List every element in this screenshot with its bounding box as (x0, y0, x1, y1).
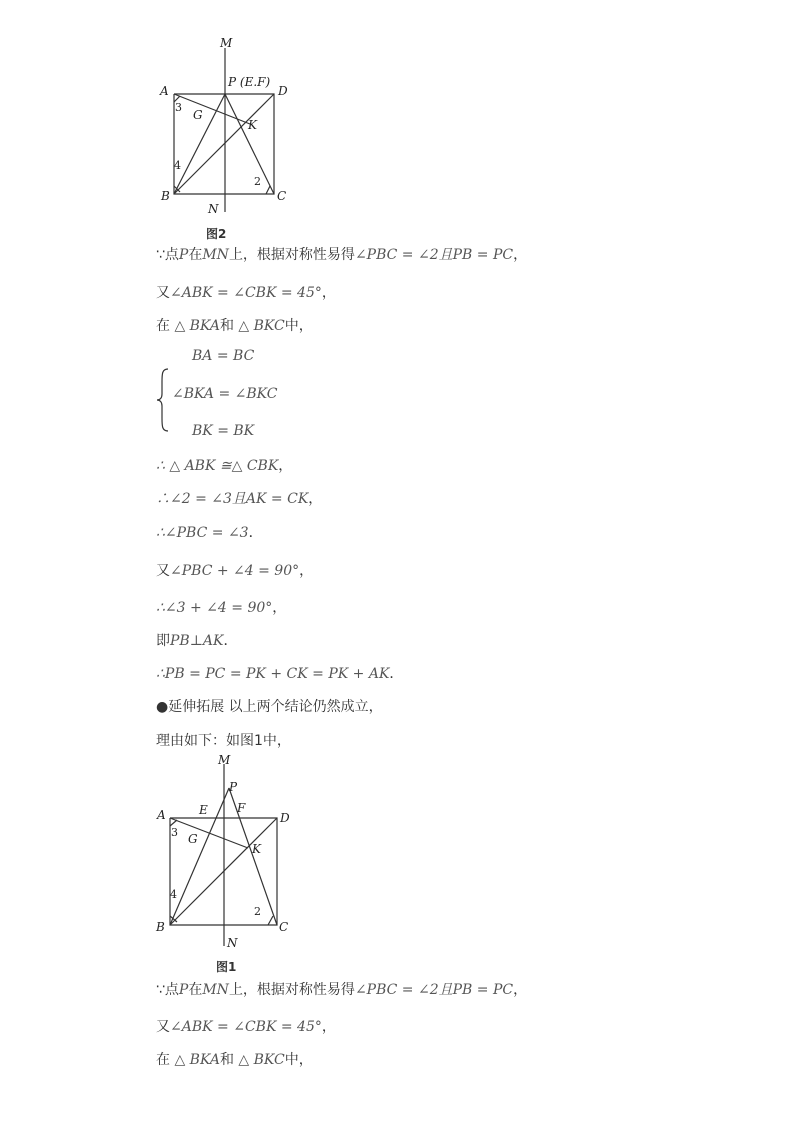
label-f: F (237, 801, 246, 815)
angle-label-2: 2 (254, 175, 261, 188)
angle-label-4: 4 (170, 888, 177, 901)
proof1-line-6: ∴∠PBC = ∠3． (156, 525, 263, 541)
label-p: P (E.F) (228, 75, 271, 89)
extension-title: ●延伸拓展 以上两个结论仍然成立， (156, 699, 383, 715)
proof1-line-9: 即PB⊥AK． (156, 633, 238, 649)
label-n: N (227, 936, 238, 950)
system-eq-1: BA = BC (192, 348, 255, 364)
label-c: C (279, 920, 289, 934)
figure-2-diagram (150, 36, 310, 216)
proof2-line-2: 又∠ABK = ∠CBK = 45°， (156, 1019, 336, 1035)
figure-2-caption: 图2 (206, 227, 227, 241)
segment-pc (225, 94, 274, 194)
label-d: D (278, 84, 288, 98)
proof1-line-10: ∴PB = PC = PK + CK = PK + AK． (156, 666, 404, 682)
angle-mark-2 (266, 186, 270, 194)
proof1-line-3: 在 △ BKA和 △ BKC中， (156, 318, 313, 334)
label-a: A (157, 808, 166, 822)
system-eq-3: BK = BK (192, 423, 255, 439)
label-c: C (277, 189, 287, 203)
label-k: K (252, 842, 261, 856)
proof1-line-2: 又∠ABK = ∠CBK = 45°， (156, 285, 336, 301)
label-p: P (229, 780, 238, 794)
label-m: M (220, 36, 233, 50)
label-g: G (188, 832, 198, 846)
label-d: D (280, 811, 290, 825)
figure-1-diagram (150, 750, 310, 955)
label-m: M (218, 753, 231, 767)
label-e: E (199, 803, 208, 817)
label-a: A (160, 84, 169, 98)
angle-label-3: 3 (171, 826, 178, 839)
figure-1-caption: 图1 (216, 960, 237, 974)
angle-mark-2 (268, 916, 273, 925)
proof1-line-8: ∴∠3 + ∠4 = 90°， (156, 600, 287, 616)
proof2-line-3: 在 △ BKA和 △ BKC中， (156, 1052, 313, 1068)
proof1-line-5: ∴∠2 = ∠3且AK = CK， (156, 491, 323, 507)
left-brace (156, 368, 170, 432)
label-g: G (193, 108, 203, 122)
label-b: B (156, 920, 165, 934)
angle-label-3: 3 (175, 101, 182, 114)
angle-label-2: 2 (254, 905, 261, 918)
proof1-line-7: 又∠PBC + ∠4 = 90°， (156, 563, 314, 579)
proof1-line-4: ∴ △ ABK ≅△ CBK， (156, 458, 293, 474)
angle-label-4: 4 (174, 159, 181, 172)
segment-ak (170, 818, 248, 848)
label-k: K (248, 118, 257, 132)
label-n: N (208, 202, 219, 216)
extension-reason: 理由如下：如图1中， (156, 733, 291, 749)
proof2-line-1: ∵点P在MN上，根据对称性易得∠PBC = ∠2且PB = PC， (156, 982, 528, 998)
label-b: B (161, 189, 170, 203)
system-eq-2: ∠BKA = ∠BKC (172, 386, 278, 402)
proof1-line-1: ∵点P在MN上，根据对称性易得∠PBC = ∠2且PB = PC， (156, 247, 528, 263)
